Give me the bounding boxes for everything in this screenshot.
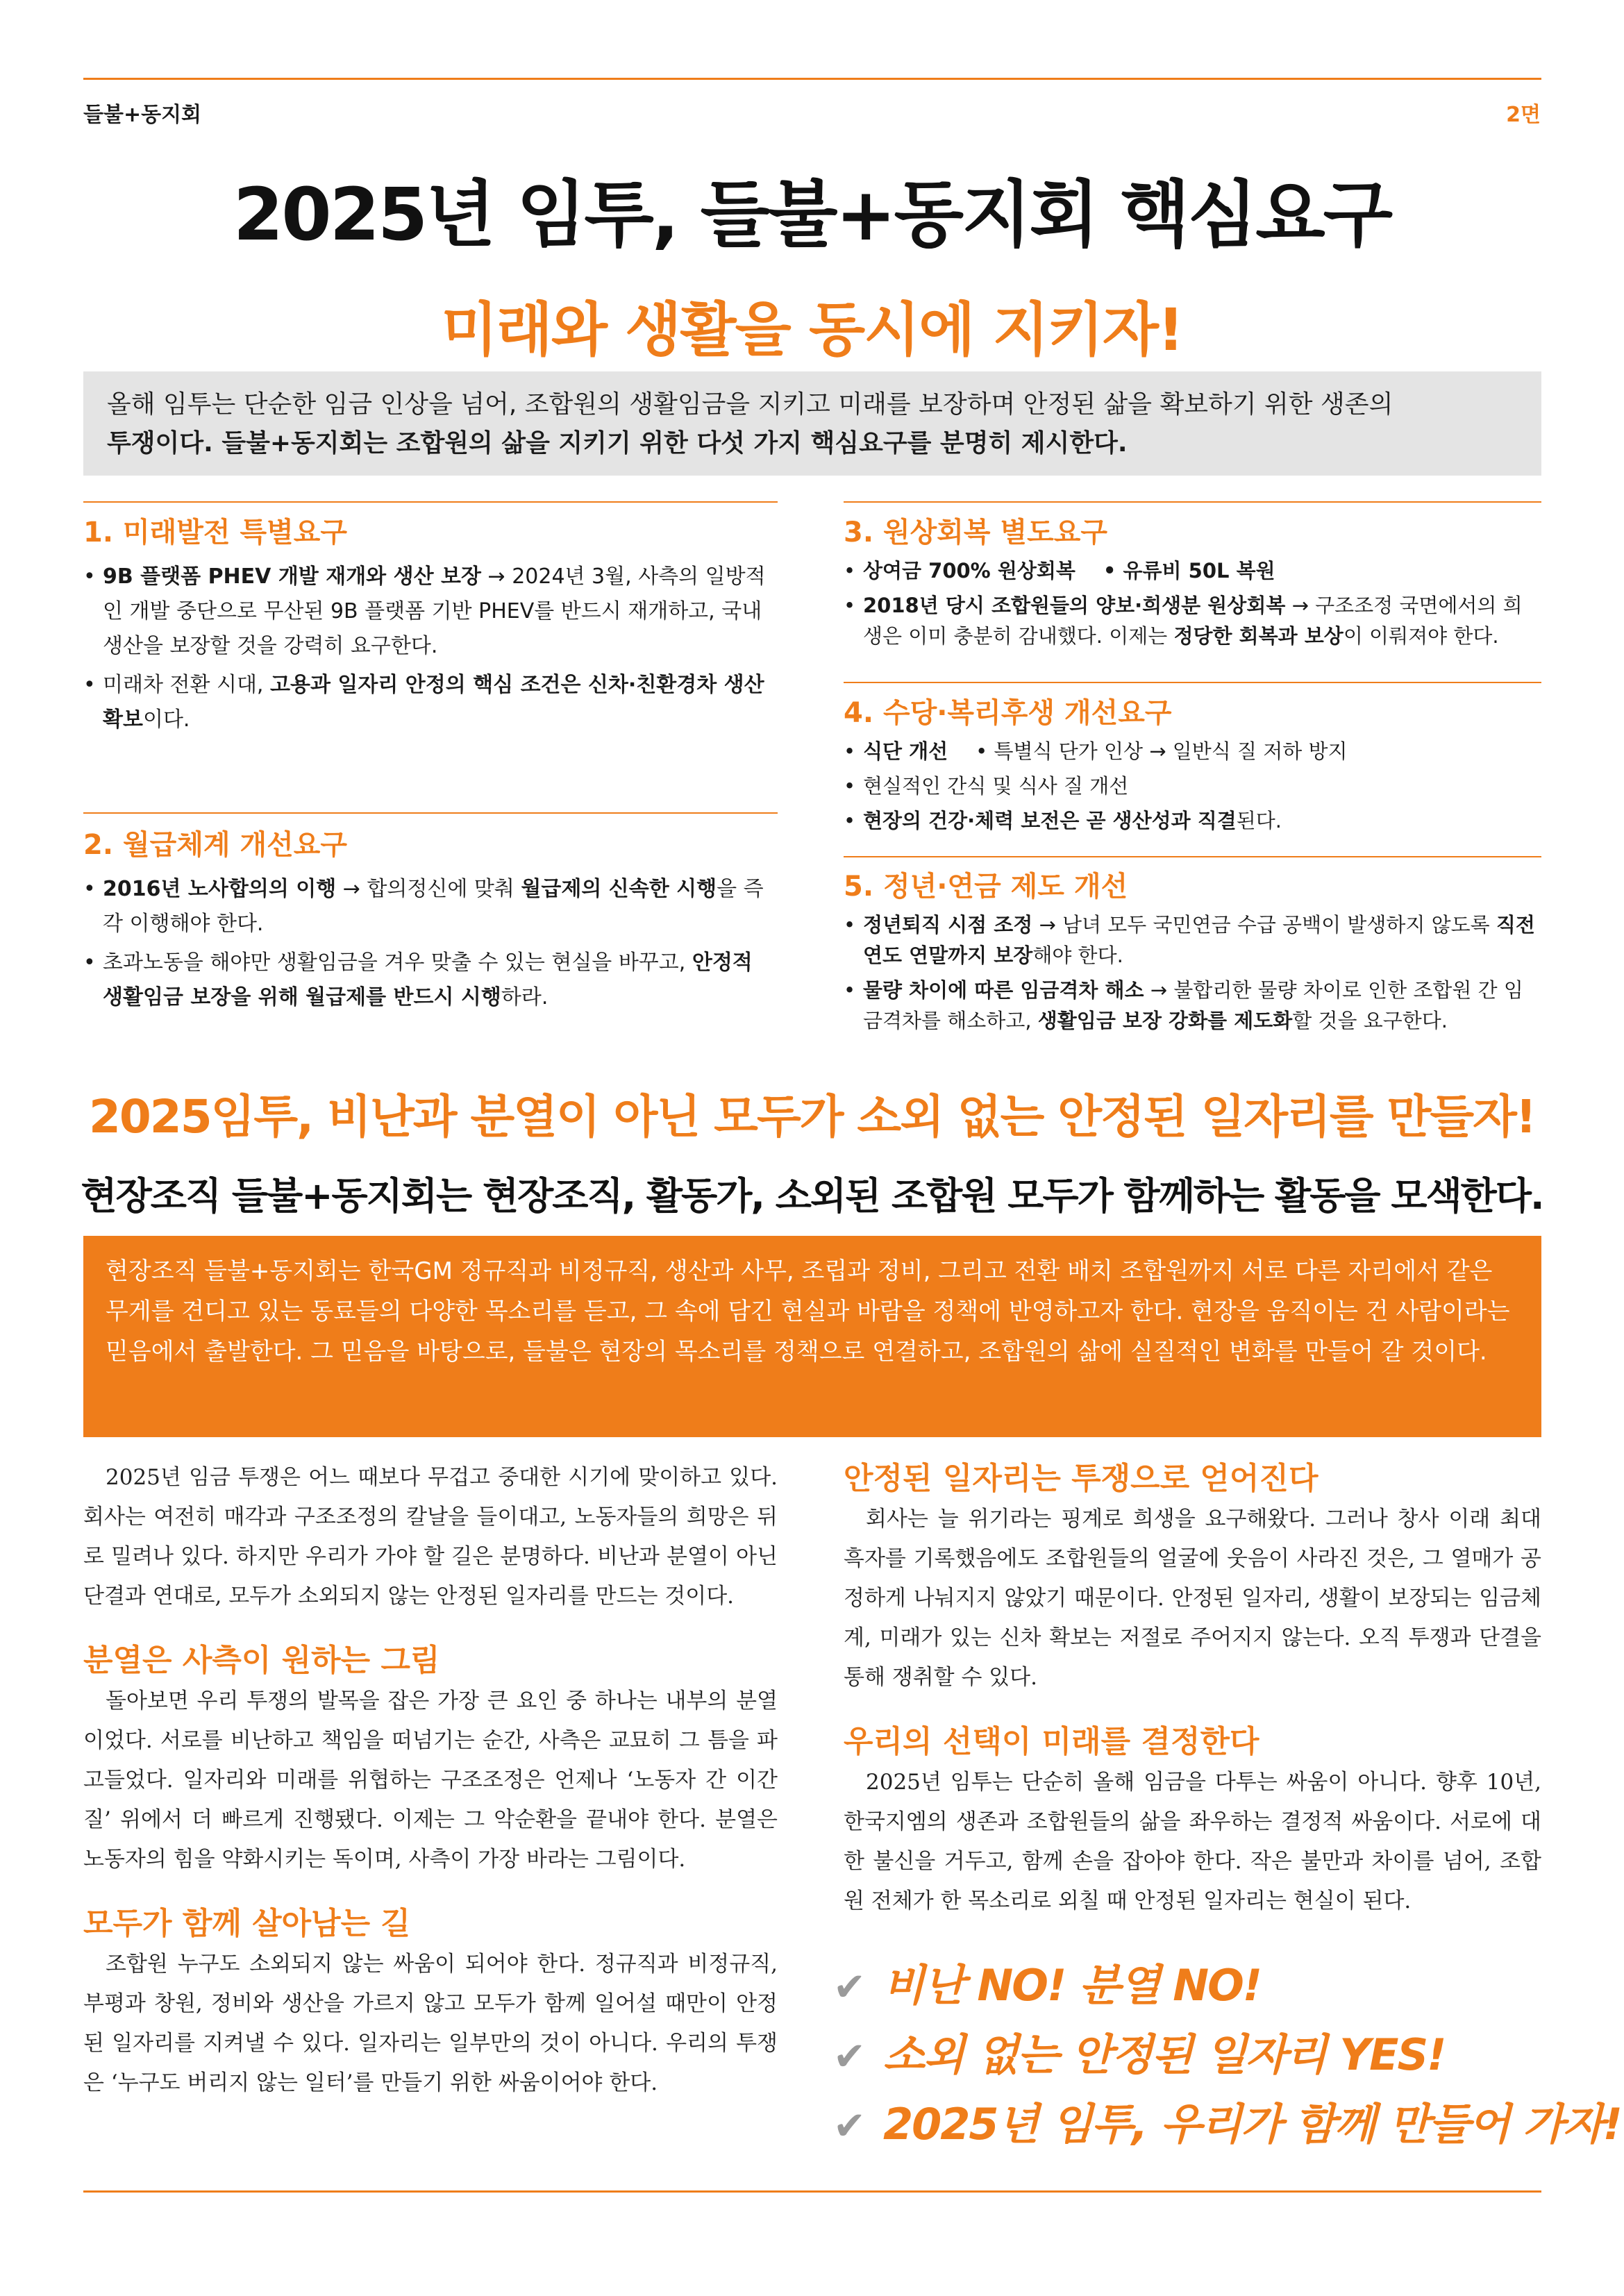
section-4-rule: [844, 682, 1541, 683]
bold-text: 월급제의 신속한 시행: [521, 877, 717, 901]
item-text: • 특별식 단가 인상 → 일반식 질 저하 방지: [976, 739, 1348, 763]
headline-slogan: 2025임투, 비난과 분열이 아닌 모두가 소외 없는 안정된 일자리를 만들자!: [88, 1090, 1536, 1143]
page-number: 2면: [1506, 103, 1541, 127]
header-org-name: 들불+동지회: [83, 103, 202, 127]
slogan-item: [833, 2090, 1621, 2159]
section-4: [844, 691, 1541, 840]
item-text: → 합의정신에 맞춰: [336, 877, 521, 901]
bold-text: 2018년 당시 조합원들의 양보·희생분 원상회복: [863, 594, 1286, 617]
article-right-column: [844, 1458, 1541, 1921]
section-4-title: 4. 수당·복리후생 개선요구: [844, 697, 1172, 729]
bold-text: 정년퇴직 시점 조정: [863, 913, 1033, 937]
section-5: [844, 864, 1541, 1040]
slogan-text: 2025년 임투, 우리가 함께 만들어 가자!: [883, 2099, 1621, 2150]
intro-line-2: 투쟁이다. 들불+동지회는 조합원의 삶을 지키기 위한 다섯 가지 핵심요구를 분명히 제시한다.: [107, 429, 1128, 458]
check-icon: ✔: [833, 2104, 864, 2149]
bold-text: 물량 차이에 따른 임금격차 해소: [863, 978, 1144, 1002]
section-2: [83, 823, 778, 1019]
check-icon: ✔: [833, 1965, 864, 2010]
item-text: 할 것을 요구한다.: [1292, 1009, 1448, 1032]
article-heading: 우리의 선택이 미래를 결정한다: [844, 1724, 1259, 1759]
section-3-rule: [844, 501, 1541, 503]
item-text: → 구조조정 국면에서의 희생은 이미 충분히 감내했다. 이제는: [863, 594, 1523, 648]
list-item: [844, 736, 1541, 766]
item-text: 초과노동을 해야만 생활임금을 겨우 맞출 수 있는 현실을 바꾸고,: [103, 950, 692, 975]
item-text: 을 즉각 이행해야 한다.: [103, 877, 764, 936]
section-1-list: [83, 560, 778, 737]
section-1-rule: [83, 501, 778, 503]
bold-text: • 유류비 50L 복원: [1103, 559, 1275, 583]
section-2-rule: [83, 812, 778, 814]
article-paragraph: 조합원 누구도 소외되지 않는 싸움이 되어야 한다. 정규직과 비정규직, 부평과 창원, 정비와 생산을 가르지 않고 모두가 함께 일어설 때만이 안정된 일자리를 지켜낼 수 있다. 일자리는 일부만의 것이 아니다. 우리의 투쟁은 ‘누구도 버리지 않는 일터’를 만들기 위한 싸움이어야 한다.: [83, 1952, 778, 2095]
item-text: 된다.: [1236, 809, 1282, 832]
bold-text: 정당한 회복과 보상: [1173, 624, 1343, 648]
list-item: [83, 946, 778, 1015]
list-item: [83, 560, 778, 664]
list-item: [83, 668, 778, 737]
item-text: 하라.: [501, 985, 549, 1009]
item-text: 해야 한다.: [1032, 944, 1123, 967]
section-5-rule: [844, 856, 1541, 857]
bold-text: 2016년 노사합의의 이행: [103, 877, 337, 901]
article-heading: 분열은 사측이 원하는 그림: [83, 1643, 440, 1678]
slogan-item: [833, 2020, 1548, 2090]
list-item: [844, 555, 1541, 586]
top-rule: [83, 78, 1541, 80]
article-paragraph: 2025년 임투는 단순히 올해 임금을 다투는 싸움이 아니다. 향후 10년, 한국지엠의 생존과 조합원들의 삶을 좌우하는 결정적 싸움이다. 서로에 대한 불신을 거두고, 함께 손을 잡아야 한다. 작은 불만과 차이를 넘어, 조합원 전체가 한 목소리로 외칠 때 안정된 일자리는 현실이 된다.: [844, 1770, 1541, 1913]
list-item: [844, 805, 1541, 836]
item-text: 미래차 전환 시대,: [103, 673, 271, 697]
section-3-title: 3. 원상회복 별도요구: [844, 517, 1107, 548]
section-4-list: [844, 736, 1541, 836]
item-text: → 불합리한 물량 차이로 인한 조합원 간 임금격차를 해소하고,: [863, 978, 1523, 1032]
section-1: [83, 510, 778, 741]
item-text: 이다.: [142, 707, 190, 732]
list-item: [844, 771, 1541, 801]
list-item: [844, 975, 1541, 1036]
slogan-item: [833, 1951, 1548, 2020]
bold-text: 9B 플랫폼 PHEV 개발 재개와 생산 보장: [103, 564, 481, 589]
item-text: 현실적인 간식 및 식사 질 개선: [863, 774, 1129, 798]
section-1-title: 1. 미래발전 특별요구: [83, 517, 347, 548]
article-heading: 안정된 일자리는 투쟁으로 얻어진다: [844, 1461, 1319, 1496]
orange-statement-box: 현장조직 들불+동지회는 한국GM 정규직과 비정규직, 생산과 사무, 조립과 정비, 그리고 전환 배치 조합원까지 서로 다른 자리에서 같은 무게를 견디고 있는 동료들의 다양한 목소리를 듣고, 그 속에 담긴 현실과 바람을 정책에 반영하고자 한다. 현장을 움직이는 건 사람이라는 믿음에서 출발한다. 그 믿음을 바탕으로, 들불은 현장의 목소리를 정책으로 연결하고, 조합원의 삶에 실질적인 변화를 만들어 갈 것이다.: [83, 1236, 1541, 1437]
page-title: 2025년 임투, 들불+동지회 핵심요구: [233, 172, 1391, 257]
slogan-text: 비난 NO! 분열 NO!: [883, 1960, 1262, 2011]
section-5-title: 5. 정년·연금 제도 개선: [844, 871, 1128, 903]
article-paragraph: 2025년 임금 투쟁은 어느 때보다 무겁고 중대한 시기에 맞이하고 있다. 회사는 여전히 매각과 구조조정의 칼날을 들이대고, 노동자들의 희망은 뒤로 밀려나 있다. 하지만 우리가 가야 할 길은 분명하다. 비난과 분열이 아닌 단결과 연대로, 모두가 소외되지 않는 안정된 일자리를 만드는 것이다.: [83, 1465, 778, 1609]
intro-line-1: 올해 임투는 단순한 임금 인상을 넘어, 조합원의 생활임금을 지키고 미래를 보장하며 안정된 삶을 확보하기 위한 생존의: [107, 390, 1393, 419]
bottom-rule: [83, 2190, 1541, 2193]
bold-text: 상여금 700% 원상회복: [863, 559, 1075, 583]
article-left-column: [83, 1458, 778, 2103]
slogan-list: [833, 1951, 1621, 2159]
bold-text: 안정적 생활임금 보장을 위해 월급제를 반드시 시행: [103, 950, 753, 1009]
item-text: 이 이뤄져야 한다.: [1343, 624, 1499, 648]
bold-text: 현장의 건강·체력 보전은 곧 생산성과 직결: [863, 809, 1237, 832]
headline-statement: 현장조직 들불+동지회는 현장조직, 활동가, 소외된 조합원 모두가 함께하는 활동을 모색한다.: [81, 1174, 1543, 1218]
bold-text: 식단 개선: [863, 739, 948, 763]
intro-box: [83, 371, 1541, 476]
bold-text: 고용과 일자리 안정의 핵심 조건은 신차·친환경차 생산 확보: [103, 673, 764, 732]
list-item: [844, 910, 1541, 971]
section-2-title: 2. 월급체계 개선요구: [83, 829, 347, 861]
bold-text: 생활임금 보장 강화를 제도화: [1037, 1009, 1293, 1032]
item-text: → 남녀 모두 국민연금 수급 공백이 발생하지 않도록: [1032, 913, 1496, 937]
item-text: → 2024년 3월, 사측의 일방적인 개발 중단으로 무산된 9B 플랫폼 기반 PHEV를 반드시 재개하고, 국내 생산을 보장할 것을 강력히 요구한다.: [103, 564, 766, 658]
section-3: [844, 510, 1541, 655]
article-paragraph: 돌아보면 우리 투쟁의 발목을 잡은 가장 큰 요인 중 하나는 내부의 분열이었다. 서로를 비난하고 책임을 떠넘기는 순간, 사측은 교묘히 그 틈을 파고들었다. 일자리와 미래를 위협하는 구조조정은 언제나 ‘노동자 간 이간질’ 위에서 더 빠르게 진행됐다. 이제는 그 악순환을 끝내야 한다. 분열은 노동자의 힘을 약화시키는 독이며, 사측이 가장 바라는 그림이다.: [83, 1689, 778, 1872]
check-icon: ✔: [833, 2034, 864, 2079]
list-item: [83, 872, 778, 941]
section-5-list: [844, 910, 1541, 1036]
bold-text: 직전 연도 연말까지 보장: [863, 913, 1535, 967]
article-paragraph: 회사는 늘 위기라는 핑계로 희생을 요구해왔다. 그러나 창사 이래 최대 흑자를 기록했음에도 조합원들의 얼굴에 웃음이 사라진 것은, 그 열매가 공정하게 나눠지지 않았기 때문이다. 안정된 일자리, 생활이 보장되는 임금체계, 미래가 있는 신차 확보는 저절로 주어지지 않는다. 오직 투쟁과 단결을 통해 쟁취할 수 있다.: [844, 1507, 1541, 1690]
section-3-list: [844, 555, 1541, 651]
page-subtitle: 미래와 생활을 동시에 지키자!: [441, 296, 1183, 364]
section-2-list: [83, 872, 778, 1015]
list-item: [844, 590, 1541, 651]
slogan-text: 소외 없는 안정된 일자리 YES!: [883, 2029, 1446, 2080]
article-heading: 모두가 함께 살아남는 길: [83, 1906, 410, 1941]
